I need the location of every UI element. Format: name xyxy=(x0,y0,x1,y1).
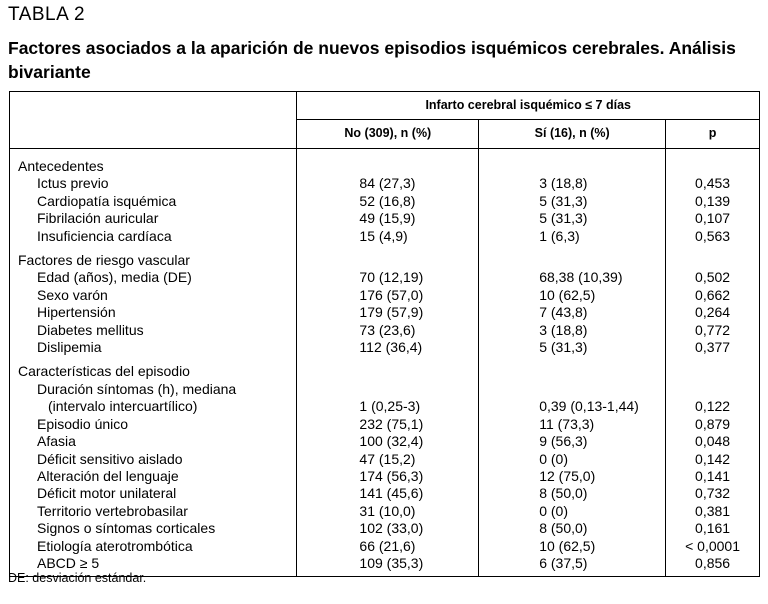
section-title: Antecedentes xyxy=(18,158,104,174)
value-si: 8 (50,0) xyxy=(479,485,666,502)
row-label: Insuficiencia cardíaca xyxy=(37,227,172,244)
section-title: Factores de riesgo vascular xyxy=(18,252,190,269)
value-p: 0,381 xyxy=(666,503,760,520)
value-p: 0,732 xyxy=(666,485,760,502)
value-si: 8 (50,0) xyxy=(479,520,666,537)
value-no: 102 (33,0) xyxy=(297,520,479,537)
value-p: 0,139 xyxy=(666,193,760,210)
table-row xyxy=(10,381,760,398)
row-label: Duración síntomas (h), mediana xyxy=(37,380,237,397)
value-si: 10 (62,5) xyxy=(479,538,666,555)
value-si: 10 (62,5) xyxy=(479,287,666,304)
value-si: 5 (31,3) xyxy=(479,193,666,210)
header-empty-cell xyxy=(10,92,297,149)
value-si: 5 (31,3) xyxy=(479,210,666,227)
value-si: 6 (37,5) xyxy=(479,555,666,577)
table-row xyxy=(10,468,760,485)
header-group-label: Infarto cerebral isquémico ≤ 7 días xyxy=(297,92,760,120)
value-p: 0,502 xyxy=(666,269,760,286)
value-p: 0,264 xyxy=(666,304,760,321)
table-row xyxy=(10,503,760,520)
value-si: 12 (75,0) xyxy=(479,468,666,485)
table-row xyxy=(10,322,760,339)
row-label: Sexo varón xyxy=(37,286,108,303)
value-p: 0,563 xyxy=(666,228,760,245)
value-si: 3 (18,8) xyxy=(479,175,666,192)
row-label: Déficit motor unilateral xyxy=(37,485,177,502)
value-p: 0,142 xyxy=(666,451,760,468)
row-label: Diabetes mellitus xyxy=(37,321,144,338)
value-p: 0,662 xyxy=(666,287,760,304)
value-p: 0,048 xyxy=(666,433,760,450)
table-row xyxy=(10,485,760,502)
header-group-row xyxy=(10,92,760,120)
value-si: 9 (56,3) xyxy=(479,433,666,450)
value-no: 232 (75,1) xyxy=(297,416,479,433)
table-row xyxy=(10,193,760,210)
table-row xyxy=(10,304,760,321)
value-no: 176 (57,0) xyxy=(297,287,479,304)
value-si: 7 (43,8) xyxy=(479,304,666,321)
empty-cell xyxy=(479,356,666,380)
table-title: Factores asociados a la aparición de nuevos episodios isquémicos cerebrales. Análisis bivariante xyxy=(8,38,736,82)
section-header-row xyxy=(10,149,760,176)
value-no: 15 (4,9) xyxy=(297,228,479,245)
row-label: Ictus previo xyxy=(37,175,109,192)
value-no: 66 (21,6) xyxy=(297,538,479,555)
value-p: 0,107 xyxy=(666,210,760,227)
value-si: 0,39 (0,13-1,44) xyxy=(479,398,666,415)
row-label: Signos o síntomas corticales xyxy=(37,520,216,537)
row-label-continued: (intervalo intercuartílico) xyxy=(48,398,198,415)
row-label: Dislipemia xyxy=(37,339,102,356)
value-no: 109 (35,3) xyxy=(297,555,479,577)
value-si: 0 (0) xyxy=(479,503,666,520)
results-table xyxy=(9,91,760,577)
section-header-row xyxy=(10,245,760,269)
section-title: Características del episodio xyxy=(18,363,190,380)
row-label: Episodio único xyxy=(37,415,129,432)
value-p: 0,453 xyxy=(666,175,760,192)
row-label: Edad (años), media (DE) xyxy=(37,269,192,286)
value-p: 0,122 xyxy=(666,398,760,415)
value-no: 84 (27,3) xyxy=(297,175,479,192)
row-label: Déficit sensitivo aislado xyxy=(37,450,183,467)
empty-cell xyxy=(297,381,479,398)
table-row xyxy=(10,175,760,192)
table-row xyxy=(10,433,760,450)
value-si: 3 (18,8) xyxy=(479,322,666,339)
value-si: 68,38 (10,39) xyxy=(479,269,666,286)
section-header-row xyxy=(10,356,760,380)
table-row xyxy=(10,416,760,433)
table-row xyxy=(10,538,760,555)
value-p: 0,141 xyxy=(666,468,760,485)
row-label: Fibrilación auricular xyxy=(37,210,159,227)
value-no: 31 (10,0) xyxy=(297,503,479,520)
empty-cell xyxy=(479,149,666,176)
value-no: 112 (36,4) xyxy=(297,339,479,356)
value-no: 100 (32,4) xyxy=(297,433,479,450)
table-row xyxy=(10,228,760,245)
row-label: Territorio vertebrobasilar xyxy=(37,502,188,519)
empty-cell xyxy=(666,245,760,269)
footnote: DE: desviación estándar. xyxy=(8,571,147,585)
value-p: 0,772 xyxy=(666,322,760,339)
table-number-label: TABLA 2 xyxy=(8,4,86,25)
value-p: 0,856 xyxy=(666,555,760,577)
empty-cell xyxy=(297,149,479,176)
empty-cell xyxy=(666,381,760,398)
row-label: Hipertensión xyxy=(37,304,116,321)
table-row xyxy=(10,210,760,227)
row-label: ABCD ≥ 5 xyxy=(37,554,100,571)
row-label: Cardiopatía isquémica xyxy=(37,192,177,209)
value-si: 11 (73,3) xyxy=(479,416,666,433)
header-col-p: p xyxy=(666,120,760,149)
value-no: 52 (16,8) xyxy=(297,193,479,210)
table-row xyxy=(10,398,760,415)
row-label: Afasia xyxy=(37,433,76,450)
value-p: 0,161 xyxy=(666,520,760,537)
value-p: 0,879 xyxy=(666,416,760,433)
table-row xyxy=(10,339,760,356)
value-no: 179 (57,9) xyxy=(297,304,479,321)
table-body xyxy=(10,149,760,577)
empty-cell xyxy=(479,245,666,269)
value-no: 1 (0,25-3) xyxy=(297,398,479,415)
header-col-si: Sí (16), n (%) xyxy=(479,120,666,149)
value-no: 47 (15,2) xyxy=(297,451,479,468)
empty-cell xyxy=(666,356,760,380)
table-row xyxy=(10,269,760,286)
empty-cell xyxy=(297,245,479,269)
row-label: Etiología aterotrombótica xyxy=(37,537,193,554)
table-row xyxy=(10,287,760,304)
value-no: 174 (56,3) xyxy=(297,468,479,485)
value-no: 49 (15,9) xyxy=(297,210,479,227)
empty-cell xyxy=(297,356,479,380)
value-no: 73 (23,6) xyxy=(297,322,479,339)
value-p: 0,377 xyxy=(666,339,760,356)
header-col-no: No (309), n (%) xyxy=(297,120,479,149)
value-p: < 0,0001 xyxy=(666,538,760,555)
row-label: Alteración del lenguaje xyxy=(37,467,179,484)
value-no: 70 (12,19) xyxy=(297,269,479,286)
table-row xyxy=(10,451,760,468)
value-si: 0 (0) xyxy=(479,451,666,468)
value-si: 1 (6,3) xyxy=(479,228,666,245)
empty-cell xyxy=(666,149,760,176)
table-row xyxy=(10,520,760,537)
empty-cell xyxy=(479,381,666,398)
value-si: 5 (31,3) xyxy=(479,339,666,356)
value-no: 141 (45,6) xyxy=(297,485,479,502)
